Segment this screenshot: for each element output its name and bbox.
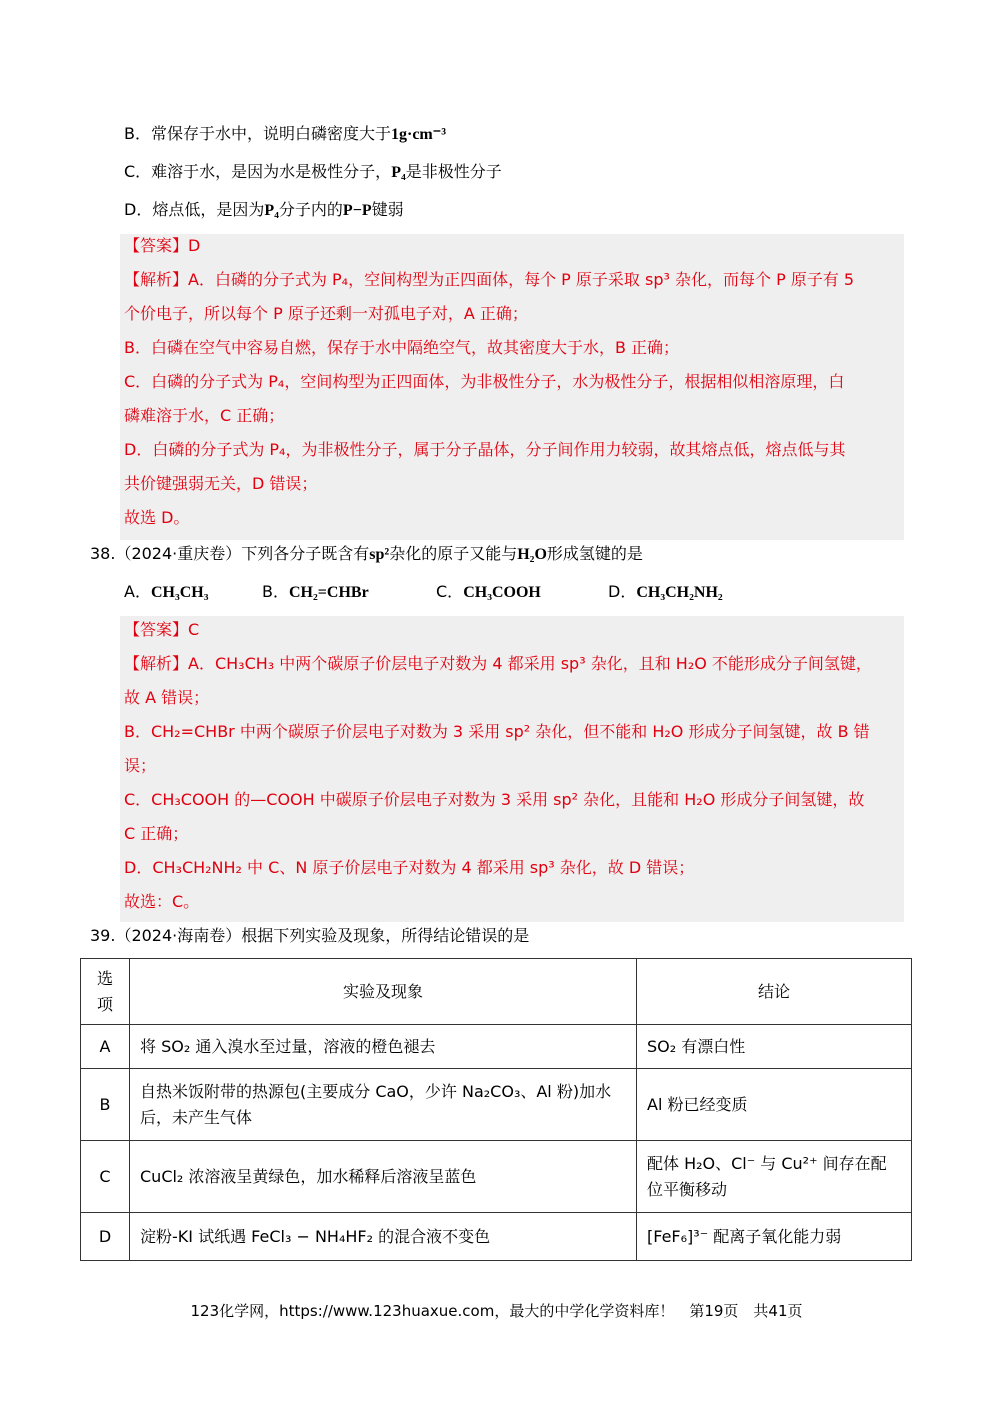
header-option: 选项 (81, 959, 130, 1025)
option-c-prev: C．难溶于水，是因为水是极性分子，P₄是非极性分子 (124, 162, 502, 181)
row-option: B (81, 1069, 130, 1141)
table-row (81, 1069, 912, 1141)
row-conclusion: 配体 H₂O、Cl⁻ 与 Cu²⁺ 间存在配位平衡移动 (637, 1141, 912, 1213)
analysis-38-line-6: C 正确； (124, 824, 189, 843)
question-38-option-c: C．CH₃COOH (436, 582, 541, 601)
analysis-38-line-4: 误； (124, 756, 157, 775)
option-d-prev: D．熔点低，是因为P₄分子内的P−P键弱 (124, 200, 404, 219)
table-row (81, 1213, 912, 1261)
question-38-stem: 38.（2024·重庆卷）下列各分子既含有sp²杂化的原子又能与H₂O形成氢键的是 (90, 544, 643, 563)
row-experiment: 自热米饭附带的热源包(主要成分 CaO，少许 Na₂CO₃、Al 粉)加水后，未产生气体 (130, 1069, 637, 1141)
analysis-37-line-1: 【解析】A．白磷的分子式为 P₄，空间构型为正四面体，每个 P 原子采取 sp³ 杂化，而每个 P 原子有 5 (124, 270, 855, 289)
analysis-37-line-5: 磷难溶于水，C 正确； (124, 406, 285, 425)
question-38-option-a: A．CH₃CH₃ (124, 582, 209, 601)
analysis-38-line-7: D．CH₃CH₂NH₂ 中 C、N 原子价层电子对数为 4 都采用 sp³ 杂化，故 D 错误； (124, 858, 695, 877)
question-38-option-d: D．CH₃CH₂NH₂ (608, 582, 723, 601)
option-b-prev: B．常保存于水中，说明白磷密度大于1g·cm⁻³ (124, 124, 446, 143)
experiment-table (80, 958, 912, 1261)
answer-label-37: 【答案】D (124, 236, 201, 255)
analysis-38-line-8: 故选：C。 (124, 892, 200, 911)
table-header-row (81, 959, 912, 1025)
row-option: D (81, 1213, 130, 1261)
analysis-37-line-8: 故选 D。 (124, 508, 190, 527)
row-conclusion: Al 粉已经变质 (637, 1069, 912, 1141)
page-footer: 123化学网，https://www.123huaxue.com，最大的中学化学资料库！ 第19页 共41页 (190, 1302, 803, 1320)
row-experiment: 淀粉-KI 试纸遇 FeCl₃ − NH₄HF₂ 的混合液不变色 (130, 1213, 637, 1261)
analysis-38-line-3: B．CH₂=CHBr 中两个碳原子价层电子对数为 3 采用 sp² 杂化，但不能和 H₂O 形成分子间氢键，故 B 错 (124, 722, 870, 741)
row-option: A (81, 1025, 130, 1069)
header-conclusion: 结论 (637, 959, 912, 1025)
row-conclusion: [FeF₆]³⁻ 配离子氧化能力弱 (637, 1213, 912, 1261)
analysis-38-line-2: 故 A 错误； (124, 688, 210, 707)
question-38-option-b: B．CH₂=CHBr (262, 582, 369, 601)
table-row (81, 1025, 912, 1069)
header-experiment: 实验及现象 (130, 959, 637, 1025)
analysis-38-line-1: 【解析】A．CH₃CH₃ 中两个碳原子价层电子对数为 4 都采用 sp³ 杂化，且和 H₂O 不能形成分子间氢键， (124, 654, 872, 673)
analysis-38-line-5: C．CH₃COOH 的—COOH 中碳原子价层电子对数为 3 采用 sp² 杂化，且能和 H₂O 形成分子间氢键，故 (124, 790, 865, 809)
row-experiment: 将 SO₂ 通入溴水至过量，溶液的橙色褪去 (130, 1025, 637, 1069)
row-option: C (81, 1141, 130, 1213)
question-39-stem: 39.（2024·海南卷）根据下列实验及现象，所得结论错误的是 (90, 926, 530, 945)
answer-label-38: 【答案】C (124, 620, 200, 639)
analysis-37-line-4: C．白磷的分子式为 P₄，空间构型为正四面体，为非极性分子，水为极性分子，根据相似相溶原理，白 (124, 372, 845, 391)
analysis-37-line-2: 个价电子，所以每个 P 原子还剩一对孤电子对，A 正确； (124, 304, 528, 323)
row-experiment: CuCl₂ 浓溶液呈黄绿色，加水稀释后溶液呈蓝色 (130, 1141, 637, 1213)
analysis-37-line-3: B．白磷在空气中容易自燃，保存于水中隔绝空气，故其密度大于水，B 正确； (124, 338, 680, 357)
analysis-37-line-6: D．白磷的分子式为 P₄，为非极性分子，属于分子晶体，分子间作用力较弱，故其熔点低，熔点低与其 (124, 440, 846, 459)
analysis-37-line-7: 共价键强弱无关，D 错误； (124, 474, 318, 493)
table-row (81, 1141, 912, 1213)
row-conclusion: SO₂ 有漂白性 (637, 1025, 912, 1069)
